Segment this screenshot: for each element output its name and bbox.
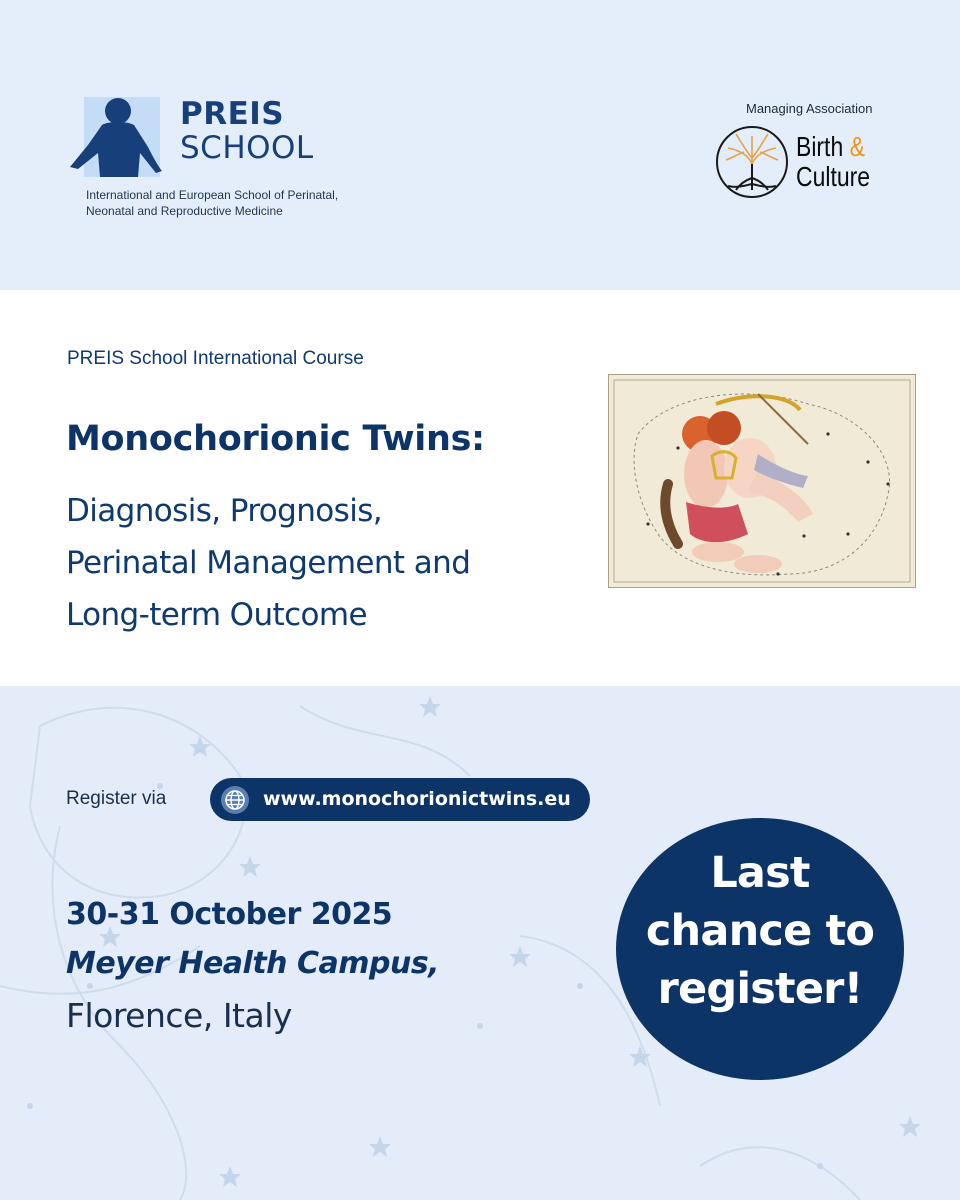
- event-venue: Meyer Health Campus,: [66, 946, 440, 981]
- cta-line3: register!: [657, 964, 863, 1014]
- event-date: 30-31 October 2025: [66, 897, 393, 932]
- preis-school-logo: [66, 95, 366, 225]
- last-chance-badge: [616, 818, 904, 1080]
- last-chance-text: [616, 844, 904, 1018]
- cta-line2: chance to: [645, 906, 875, 956]
- preis-tagline-line2: Neonatal and Reproductive Medicine: [86, 204, 283, 218]
- course-subtitle-line2: Perinatal Management and: [66, 545, 471, 581]
- course-subtitle-line3: Long-term Outcome: [66, 597, 367, 633]
- course-subtitle-line1: Diagnosis, Prognosis,: [66, 493, 383, 529]
- registration-link[interactable]: [210, 778, 590, 821]
- course-title: Monochorionic Twins:: [66, 419, 485, 459]
- preis-name: PREIS: [180, 96, 285, 132]
- birth-culture-name: [796, 132, 870, 192]
- ampersand: &: [849, 131, 865, 162]
- preis-tagline-line1: International and European School of Perinatal,: [86, 188, 339, 202]
- child-silhouette-icon: [66, 95, 166, 177]
- managing-association-label: Managing Association: [746, 101, 873, 116]
- tree-logo-icon: [714, 124, 790, 200]
- preis-tagline: [86, 187, 386, 219]
- globe-icon: [220, 785, 250, 815]
- birth-word: Birth: [796, 131, 850, 162]
- course-label: PREIS School International Course: [67, 348, 364, 369]
- school-name: SCHOOL: [180, 130, 314, 166]
- event-city: Florence, Italy: [66, 996, 292, 1035]
- cta-line1: Last: [710, 848, 810, 898]
- course-subtitle: [66, 485, 566, 641]
- gemini-constellation-illustration: [608, 374, 916, 588]
- register-label: Register via: [66, 788, 167, 809]
- registration-url: www.monochorionictwins.eu: [263, 788, 571, 810]
- culture-word: Culture: [796, 161, 871, 192]
